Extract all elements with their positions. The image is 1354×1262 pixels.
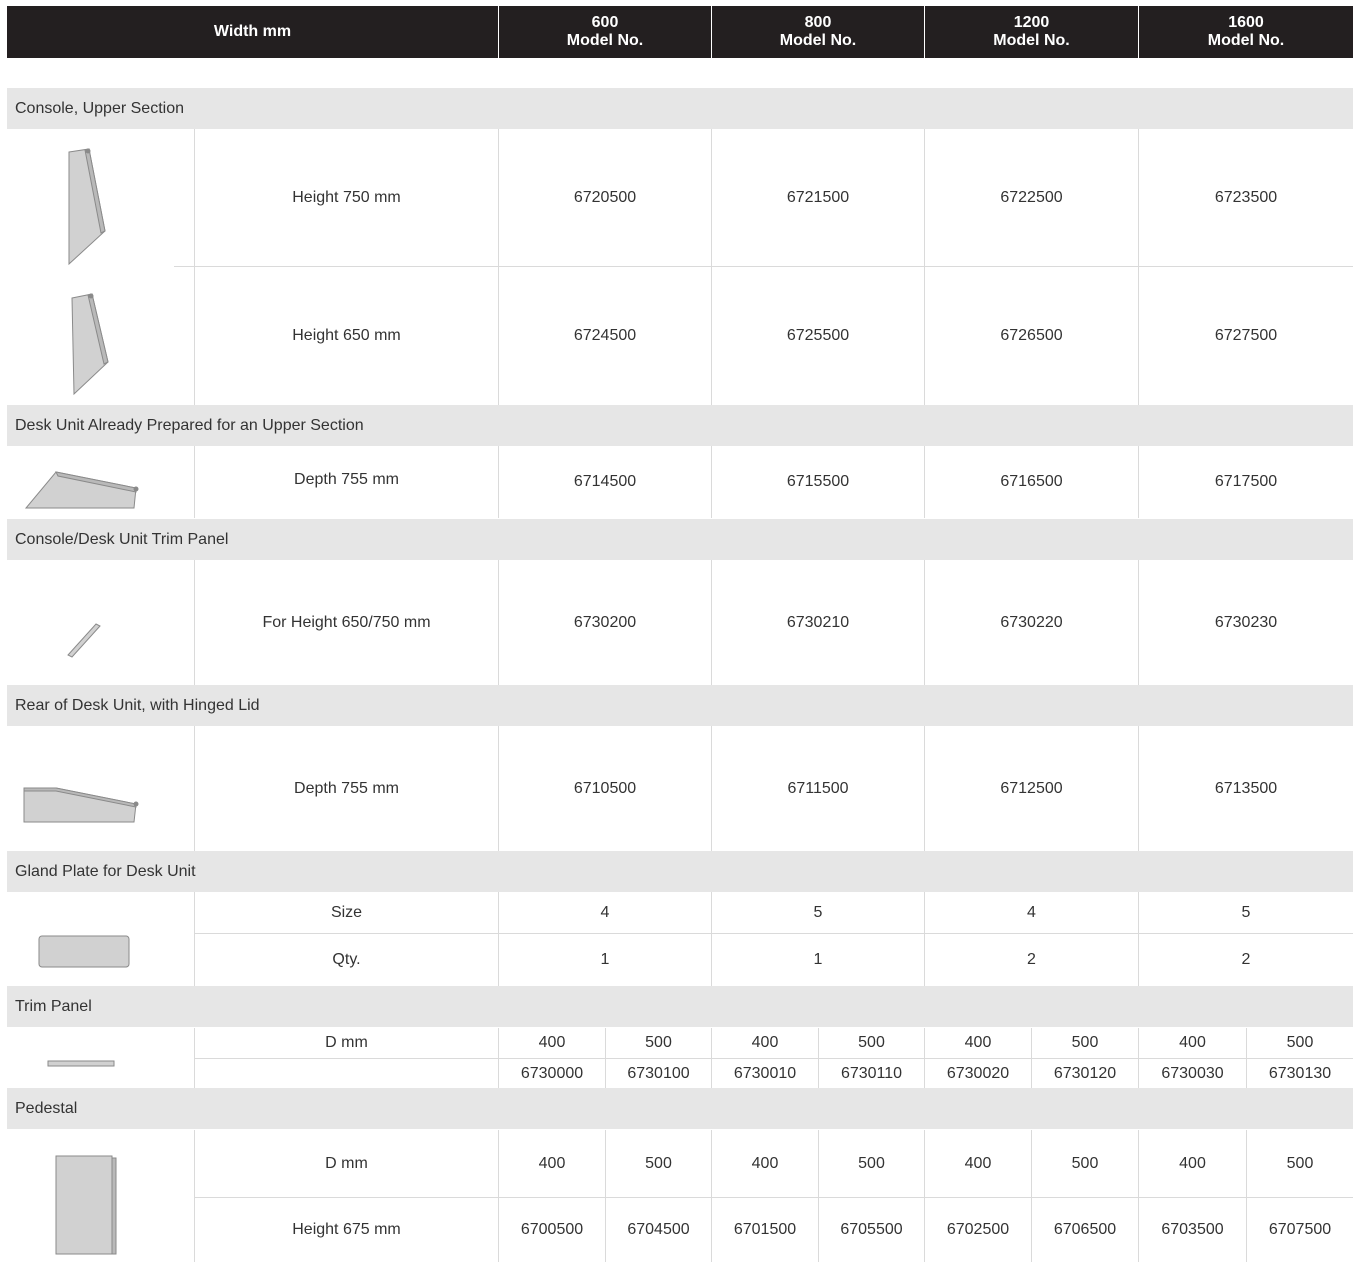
header-col-1200	[925, 6, 1138, 58]
depth-value: 500	[645, 1034, 672, 1051]
section-title-pedestal: Pedestal	[7, 1088, 1353, 1129]
rear-desk-illustration	[20, 780, 144, 826]
desk-prepared-illustration	[22, 466, 144, 512]
depth-value: 400	[1179, 1155, 1206, 1172]
console-upper-650-illustration	[60, 288, 116, 396]
model-number: 6722500	[1000, 188, 1063, 206]
model-number: 6713500	[1214, 779, 1278, 797]
model-number: 6730110	[840, 1064, 903, 1082]
model-number: 6730130	[1268, 1064, 1332, 1082]
header-divider	[711, 6, 712, 58]
header-col-600	[499, 6, 711, 58]
model-number: 6702500	[946, 1221, 1010, 1238]
depth-value: 500	[1286, 1155, 1314, 1172]
depth-value: 500	[858, 1155, 885, 1172]
depth-value: 400	[751, 1155, 779, 1172]
col-label: Model No.	[993, 32, 1070, 49]
model-number: 6715500	[786, 473, 850, 490]
model-number: 6730100	[627, 1064, 690, 1082]
console-trim-panel-illustration	[64, 620, 104, 660]
depth-value: 500	[1286, 1034, 1314, 1051]
header-col-1600	[1139, 6, 1353, 58]
model-number: 6730200	[573, 613, 637, 631]
row-label: Size	[330, 903, 363, 921]
row-label: Depth 755 mm	[294, 779, 399, 797]
section-title-trim-panel: Trim Panel	[7, 986, 1353, 1027]
qty-value: 1	[600, 951, 610, 968]
model-number: 6701500	[733, 1221, 797, 1238]
header-divider	[924, 6, 925, 58]
model-number: 6727500	[1214, 327, 1278, 344]
model-number: 6723500	[1214, 188, 1278, 206]
depth-value: 400	[964, 1155, 992, 1172]
section-title-rear-desk: Rear of Desk Unit, with Hinged Lid	[7, 685, 1353, 726]
model-number: 6703500	[1161, 1221, 1224, 1238]
row-label: For Height 650/750 mm	[262, 613, 431, 631]
model-number: 6705500	[840, 1221, 903, 1238]
header-divider	[498, 6, 499, 58]
model-number: 6730230	[1214, 613, 1278, 631]
header-width-label	[7, 6, 498, 58]
row-label: Height 675 mm	[292, 1221, 401, 1238]
model-number: 6726500	[1000, 327, 1063, 344]
size-value: 4	[1027, 903, 1036, 921]
model-number: 6706500	[1053, 1221, 1117, 1238]
model-number: 6730020	[946, 1064, 1010, 1082]
section-title-trim-panel-console: Console/Desk Unit Trim Panel	[7, 519, 1353, 560]
model-number: 6730010	[733, 1064, 797, 1082]
model-number: 6721500	[786, 188, 850, 206]
col-width: 1200	[1013, 14, 1050, 31]
model-number: 6711500	[787, 779, 849, 797]
model-number: 6712500	[1000, 779, 1063, 797]
model-number: 6724500	[573, 327, 637, 344]
model-number: 6716500	[1000, 473, 1063, 490]
width-label: Width mm	[213, 23, 292, 40]
model-number: 6704500	[627, 1221, 690, 1238]
section-title-gland-plate: Gland Plate for Desk Unit	[7, 851, 1353, 892]
row-label: Height 650 mm	[292, 327, 401, 344]
row-label: Depth 755 mm	[294, 471, 399, 488]
depth-value: 500	[645, 1155, 672, 1172]
depth-value: 400	[751, 1034, 779, 1051]
row-label: Qty.	[332, 951, 361, 968]
depth-value: 500	[858, 1034, 885, 1051]
row-label: Height 750 mm	[292, 188, 401, 206]
model-number: 6730030	[1161, 1064, 1224, 1082]
col-width: 800	[804, 14, 832, 31]
qty-value: 2	[1241, 951, 1251, 968]
model-number: 6720500	[573, 188, 637, 206]
depth-value: 500	[1071, 1155, 1099, 1172]
model-number: 6707500	[1268, 1221, 1332, 1238]
row-label: D mm	[325, 1034, 368, 1051]
col-label: Model No.	[779, 32, 857, 49]
model-number: 6730210	[786, 613, 850, 631]
col-width: 600	[591, 14, 619, 31]
header-divider	[1138, 6, 1139, 58]
model-number: 6725500	[786, 327, 850, 344]
model-number: 6710500	[573, 779, 637, 797]
size-value: 4	[600, 903, 610, 921]
gland-plate-illustration	[36, 933, 132, 971]
depth-value: 400	[964, 1034, 992, 1051]
col-label: Model No.	[1207, 32, 1285, 49]
depth-value: 500	[1071, 1034, 1099, 1051]
depth-value: 400	[1179, 1034, 1206, 1051]
model-number: 6730000	[520, 1064, 584, 1082]
depth-value: 400	[538, 1155, 566, 1172]
trim-panel-illustration	[46, 1058, 116, 1070]
model-number: 6700500	[520, 1221, 584, 1238]
row-label: D mm	[325, 1155, 368, 1172]
model-number: 6717500	[1214, 473, 1278, 490]
section-title-desk-prepared: Desk Unit Already Prepared for an Upper Section	[7, 405, 1353, 446]
model-number: 6714500	[573, 473, 637, 490]
size-value: 5	[1241, 903, 1251, 921]
size-value: 5	[813, 903, 823, 921]
console-upper-750-illustration	[55, 143, 115, 269]
qty-value: 2	[1027, 951, 1036, 968]
col-label: Model No.	[566, 32, 644, 49]
qty-value: 1	[813, 951, 823, 968]
depth-value: 400	[538, 1034, 566, 1051]
model-number: 6730220	[1000, 613, 1063, 631]
model-number: 6730120	[1053, 1064, 1117, 1082]
section-title-console-upper: Console, Upper Section	[7, 88, 1353, 129]
col-width: 1600	[1228, 14, 1264, 31]
pedestal-illustration	[52, 1152, 120, 1258]
header-col-800	[712, 6, 924, 58]
